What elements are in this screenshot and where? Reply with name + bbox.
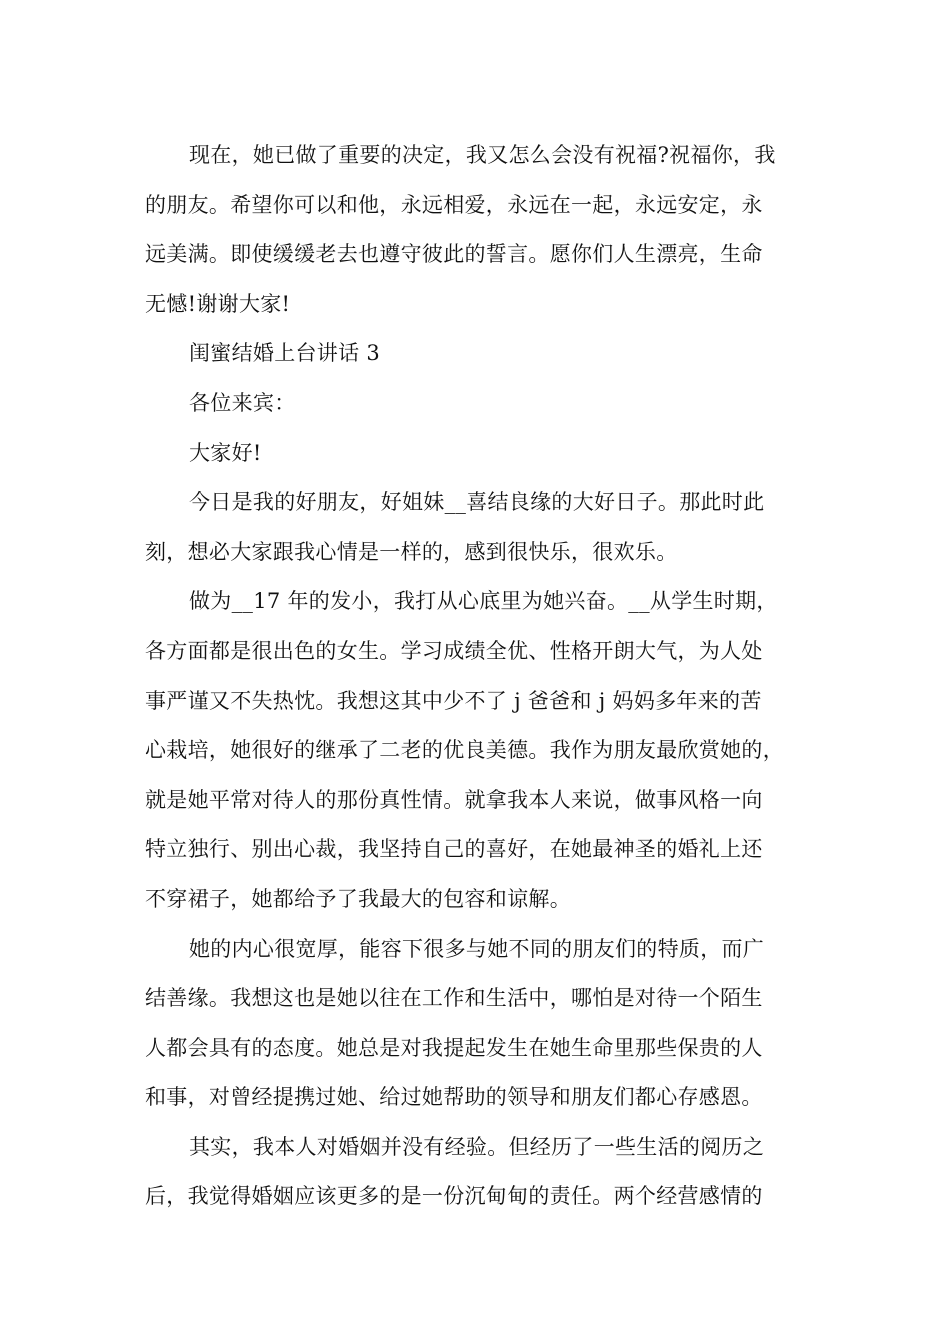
document-body — [145, 131, 810, 1222]
text-line: 就是她平常对待人的那份真性情。就拿我本人来说，做事风格一向 — [145, 787, 763, 812]
text-line: 闺蜜结婚上台讲话 3 — [189, 341, 381, 366]
text-line: 人都会具有的态度。她总是对我提起发生在她生命里那些保贵的人 — [145, 1035, 763, 1060]
text-line: 的朋友。希望你可以和他，永远相爱，永远在一起，永远安定，永 — [145, 192, 763, 217]
text-line: 远美满。即使缓缓老去也遵守彼此的誓言。愿你们人生漂亮，生命 — [145, 242, 763, 267]
text-line: 事严谨又不失热忱。我想这其中少不了 j 爸爸和 j 妈妈多年来的苦 — [145, 688, 762, 713]
text-line: 各方面都是很出色的女生。学习成绩全优、性格开朗大气，为人处 — [145, 638, 763, 663]
text-line: 不穿裙子，她都给予了我最大的包容和谅解。 — [145, 886, 571, 911]
text-line: 大家好! — [189, 440, 262, 465]
text-line: 心栽培，她很好的继承了二老的优良美德。我作为朋友最欣赏她的， — [145, 738, 784, 763]
text-line: 无憾!谢谢大家! — [145, 291, 291, 316]
text-line: 其实，我本人对婚姻并没有经验。但经历了一些生活的阅历之 — [189, 1134, 765, 1159]
text-line: 结善缘。我想这也是她以往在工作和生活中，哪怕是对待一个陌生 — [145, 986, 763, 1011]
text-line: 特立独行、别出心裁，我坚持自己的喜好，在她最神圣的婚礼上还 — [145, 837, 763, 862]
text-line: 各位来宾： — [189, 390, 296, 415]
text-line: 今日是我的好朋友，好姐妹__喜结良缘的大好日子。那此时此 — [189, 490, 765, 515]
text-line: 后，我觉得婚姻应该更多的是一份沉甸甸的责任。两个经营感情的 — [145, 1184, 763, 1209]
text-line: 和事，对曾经提携过她、给过她帮助的领导和朋友们都心存感恩。 — [145, 1085, 763, 1110]
text-line: 她的内心很宽厚，能容下很多与她不同的朋友们的特质，而广 — [189, 936, 765, 961]
text-line: 现在，她已做了重要的决定，我又怎么会没有祝福?祝福你，我 — [189, 143, 776, 167]
text-line: 刻，想必大家跟我心情是一样的，感到很快乐，很欢乐。 — [145, 539, 678, 564]
text-line: 做为__17 年的发小，我打从心底里为她兴奋。__从学生时期， — [189, 589, 778, 614]
